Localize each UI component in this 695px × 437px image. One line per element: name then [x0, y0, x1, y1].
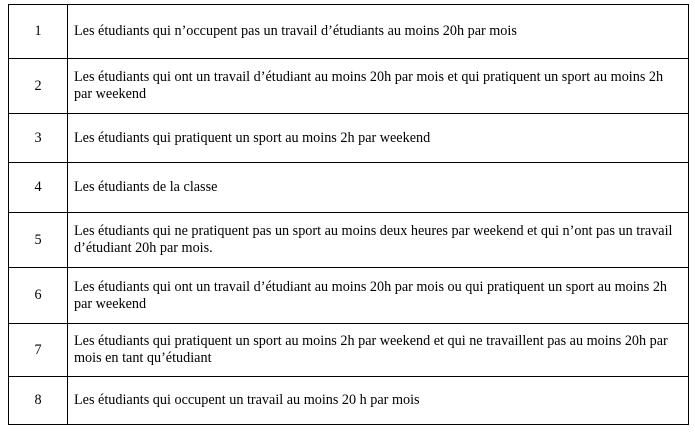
table-row — [9, 377, 689, 425]
table-row — [9, 213, 689, 268]
row-number: 6 — [9, 268, 68, 324]
row-statement: Les étudiants qui ont un travail d’étudiant au moins 20h par mois et qui pratiquent un sport au moins 2h par weekend — [68, 59, 689, 114]
table-row — [9, 114, 689, 163]
row-number: 1 — [9, 5, 68, 59]
row-number: 5 — [9, 213, 68, 268]
row-statement: Les étudiants qui ont un travail d’étudiant au moins 20h par mois ou qui pratiquent un sport au moins 2h par weekend — [68, 268, 689, 324]
row-number: 4 — [9, 163, 68, 213]
table-row — [9, 59, 689, 114]
row-number: 2 — [9, 59, 68, 114]
row-number: 8 — [9, 377, 68, 425]
statements-table — [8, 4, 689, 425]
row-statement: Les étudiants de la classe — [68, 163, 689, 213]
row-statement: Les étudiants qui pratiquent un sport au moins 2h par weekend — [68, 114, 689, 163]
row-number: 7 — [9, 324, 68, 377]
row-statement: Les étudiants qui pratiquent un sport au moins 2h par weekend et qui ne travaillent pas au moins 20h par mois en tant qu’étudiant — [68, 324, 689, 377]
table-row — [9, 324, 689, 377]
table-row — [9, 268, 689, 324]
table-row — [9, 163, 689, 213]
row-number: 3 — [9, 114, 68, 163]
row-statement: Les étudiants qui occupent un travail au moins 20 h par mois — [68, 377, 689, 425]
row-statement: Les étudiants qui ne pratiquent pas un sport au moins deux heures par weekend et qui n’ont pas un travail d’étudiant 20h par mois. — [68, 213, 689, 268]
table-row — [9, 5, 689, 59]
row-statement: Les étudiants qui n’occupent pas un travail d’étudiants au moins 20h par mois — [68, 5, 689, 59]
